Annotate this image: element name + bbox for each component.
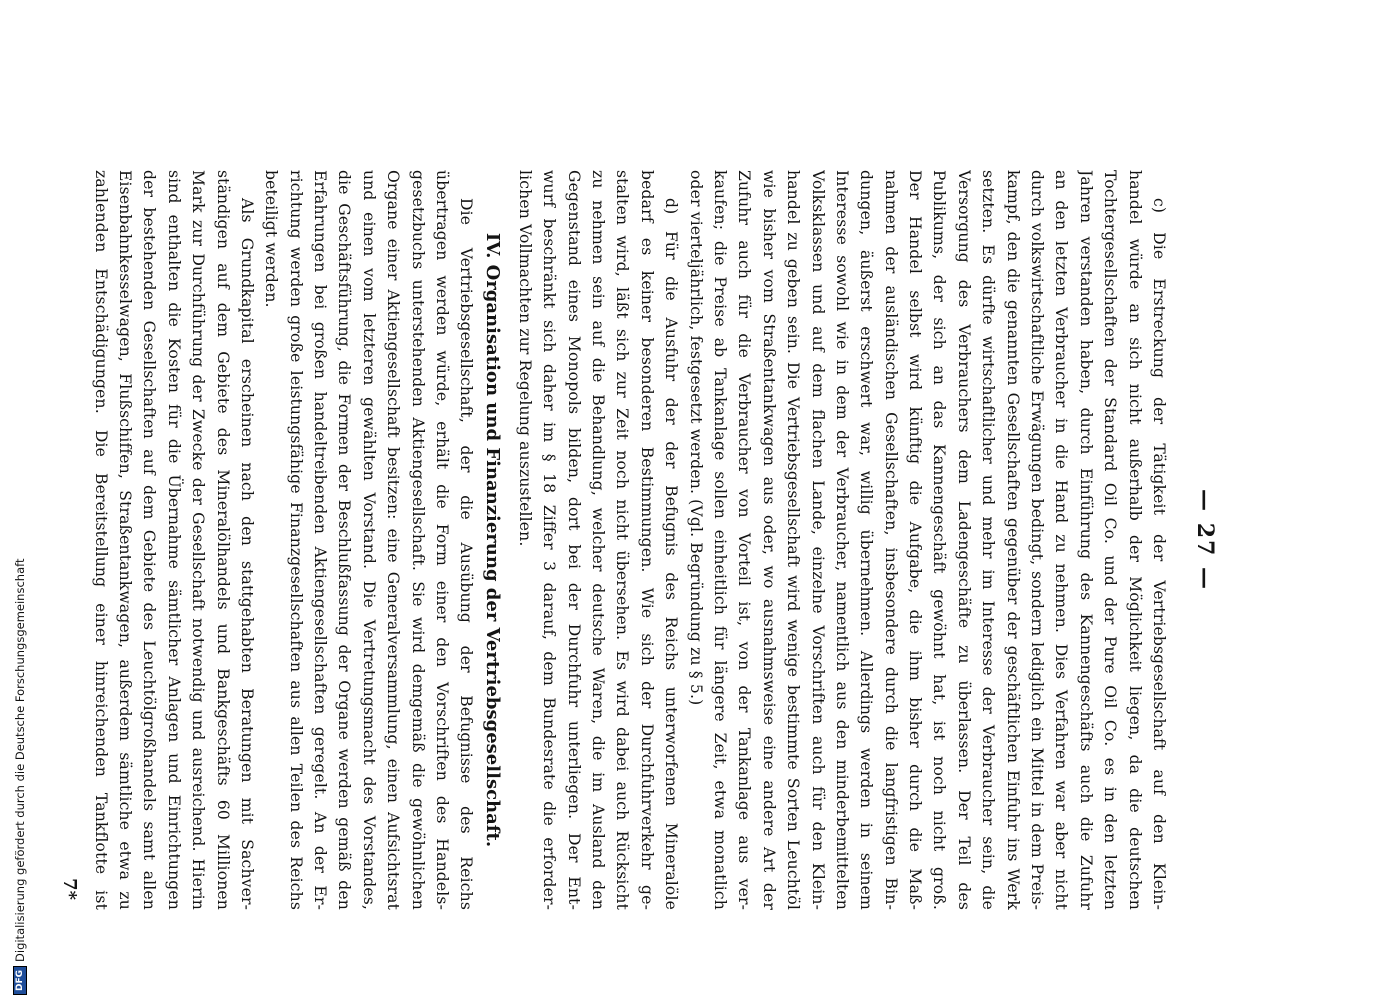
section-paragraph-1 — [259, 170, 479, 910]
text-line: Versorgung des Verbrauchers dem Ladengeschäfte zu überlassen. Der Teil des — [954, 170, 973, 910]
text-line: oder vierteljährlich, festgesetzt werden. (Vgl. Begründung zu § 5.) — [686, 170, 705, 706]
text-line: übertragen werden würde, erhält die Form einer den Vorschriften des Handels- — [433, 170, 452, 910]
text-line: Interesse sowohl wie in dem der Verbraucher, namentlich aus den minderbemittelten — [832, 170, 851, 910]
text-line: zahlenden Entschädigungen. Die Bereitstellung einer hinreichenden Tankflotte ist — [91, 170, 110, 910]
text-line: Als Grundkapital erscheinen nach den stattgehabten Beratungen mit Sachver- — [237, 198, 256, 910]
text-line: ständigen auf dem Gebiete des Mineralölhandels und Bankgeschäfts 60 Millionen — [213, 170, 232, 910]
text-line: Jahren verstanden haben, durch Einführung des Kannengeschäfts auch die Zufuhr — [1076, 170, 1095, 910]
text-line: d) Für die Ausfuhr der der Befugnis des Reichs unterworfenen Mineralöle — [662, 198, 681, 910]
paragraph-d — [512, 170, 683, 910]
text-line: c) Die Erstreckung der Tätigkeit der Vertriebsgesellschaft auf den Klein- — [1150, 198, 1168, 910]
digitization-credit — [13, 559, 27, 995]
text-line: beteiligt werden. — [262, 170, 281, 308]
text-line: Der Handel selbst wird künftig die Aufgabe, die ihm bisher durch die Maß- — [906, 170, 925, 910]
text-line: handel würde an sich nicht außerhalb der Möglichkeit liegen, da die deutschen — [1125, 170, 1144, 910]
section-heading: IV. Organisation und Finanzierung der Vertriebsgesellschaft. — [482, 232, 504, 848]
text-line: Zufuhr auch für die Verbraucher von Vorteil ist, von der Tankanlage aus ver- — [735, 170, 754, 910]
text-line: kaufen; die Preise ab Tankanlage sollen einheitlich für längere Zeit, etwa monatlich — [710, 170, 729, 910]
text-line: Organe einer Aktiengesellschaft besitzen: eine Generalversammlung, einen Aufsichtsrat — [384, 170, 403, 910]
text-line: Erfahrungen bei großen handeltreibenden Aktiengesellschaften geregelt. An der Er- — [311, 170, 330, 910]
signature-mark: 7* — [59, 878, 81, 900]
text-line: die Geschäftsführung, die Formen der Beschlußfassung der Organe werden gemäß den — [335, 170, 354, 910]
text-line: wurf beschränkt sich daher im § 18 Ziffer 3 darauf, dem Bundesrate die erforder- — [540, 170, 559, 910]
text-line: Gegenstand eines Monopols bilden, dort bei der Durchfuhr unterliegen. Der Ent- — [564, 170, 583, 910]
paragraph-c — [683, 170, 1171, 910]
text-line: zu nehmen sein auf die Behandlung, welcher deutsche Waren, die im Ausland den — [589, 170, 608, 910]
text-line: sind enthalten die Kosten für die Übernahme sämtlicher Anlagen und Einrichtungen — [164, 170, 183, 910]
text-line: Tochtergesellschaften der Standard Oil Co. und der Pure Oil Co. es in den letzten — [1101, 170, 1120, 910]
section-paragraph-2 — [88, 170, 259, 910]
text-line: kampf, den die genannten Gesellschaften gegenüber der geschäftlichen Einfuhr ins Werk — [1003, 170, 1022, 910]
text-line: an den letzten Verbraucher in die Hand zu nehmen. Dies Verfahren war aber nicht — [1052, 170, 1071, 910]
text-line: nahmen der ausländischen Gesellschaften, insbesondere durch die langfristigen Bin- — [881, 170, 900, 910]
text-line: dungen, äußerst erschwert war, willig übernehmen. Allerdings werden in seinem — [857, 170, 876, 910]
dfg-logo: DFG — [13, 966, 27, 995]
text-line: Mark zur Durchführung der Zwecke der Gesellschaft notwendig und ausreichend. Hierin — [189, 170, 208, 910]
text-line: wie bisher vom Straßentankwagen aus oder, wo ausnahmsweise eine andere Art der — [759, 170, 778, 910]
text-line: handel zu geben sein. Die Vertriebsgesellschaft wird wenige bestimmte Sorten Leuchtöl — [784, 170, 803, 910]
text-line: Eisenbahnkesselwagen, Flußschiffen, Straßentankwagen, außerdem sämtliche etwa zu — [115, 170, 134, 910]
credit-text: Digitalisierung gefördert durch die Deutsche Forschungsgemeinschaft — [13, 558, 27, 962]
rotated-text-block — [54, 170, 1225, 910]
text-line: Publikums, der sich an das Kannengeschäft gewöhnt hat, ist noch nicht groß. — [930, 170, 949, 910]
text-line: setzten. Es dürfte wirtschaftlicher und mehr im Interesse der Verbraucher sein, die — [979, 170, 998, 910]
text-line: der bestehenden Gesellschaften auf dem Gebiete des Leuchtölgroßhandels samt allen — [140, 170, 159, 910]
text-line: durch volkswirtschaftliche Erwägungen bedingt, sondern lediglich ein Mittel in dem Preis- — [1028, 170, 1047, 910]
text-line: und einen vom letzteren gewählten Vorstand. Die Vertretungsmacht des Vorstandes, — [359, 170, 378, 910]
page-number: — 27 — — [1192, 489, 1218, 591]
text-line: gesetzbuchs unterstehenden Aktiengesellschaft. Sie wird demgemäß die gewöhnlichen — [408, 170, 427, 910]
text-line: bedarf es keiner besonderen Bestimmungen. Wie sich der Durchfuhrverkehr ge- — [637, 170, 656, 910]
text-line: richtung werden große leistungsfähige Finanzgesellschaften aus allen Teilen des Reichs — [286, 170, 305, 910]
text-line: stalten wird, läßt sich zur Zeit noch nicht übersehen. Es wird dabei auch Rücksicht — [613, 170, 632, 910]
text-line: Volksklassen und auf dem flachen Lande, einzelne Vorschriften auch für den Klein- — [808, 170, 827, 910]
text-line: Die Vertriebsgesellschaft, der die Ausübung der Befugnisse des Reichs — [457, 198, 476, 910]
text-line: lichen Vollmachten zur Regelung auszustellen. — [515, 170, 534, 547]
